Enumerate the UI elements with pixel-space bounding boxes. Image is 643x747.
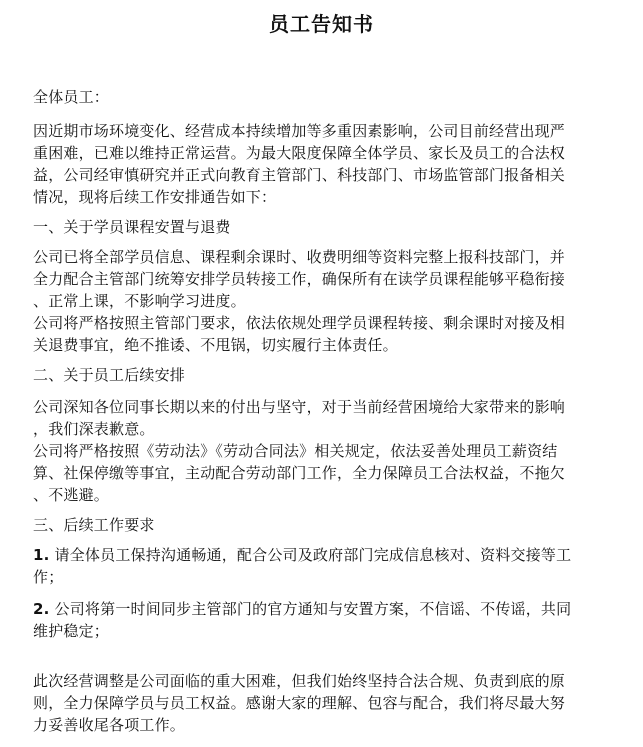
section-1-line-1: 公司已将全部学员信息、课程剩余课时、收费明细等资料完整上报科技部门，并: [33, 248, 566, 266]
section-1-line-4: 公司将严格按照主管部门要求，依法依规处理学员课程转接、剩余课时对接及相: [33, 314, 566, 332]
intro-line-4: 情况，现将后续工作安排通告如下：: [33, 188, 277, 206]
intro-line-1: 因近期市场环境变化、经营成本持续增加等多重因素影响，公司目前经营出现严: [33, 122, 566, 140]
section-1-heading: 一、关于学员课程安置与退费: [33, 218, 231, 236]
section-1-line-3: 、正常上课，不影响学习进度。: [33, 292, 246, 310]
item-1-text: 请全体员工保持沟通畅通，配合公司及政府部门完成信息核对、资料交接等工: [49, 546, 572, 564]
greeting: 全体员工：: [33, 88, 110, 106]
section-2-line-2: ，我们深表歉意。: [33, 420, 155, 438]
item-2-text: 公司将第一时间同步主管部门的官方通知与安置方案，不信谣、不传谣，共同: [49, 600, 572, 618]
item-1-number: 1.: [33, 546, 50, 564]
closing-line-3: 力妥善收尾各项工作。: [33, 716, 186, 734]
intro-line-3: 益，公司经审慎研究并正式向教育主管部门、科技部门、市场监管部门报备相关: [33, 166, 566, 184]
section-1-line-2: 全力配合主管部门统筹安排学员转接工作，确保所有在读学员课程能够平稳衔接: [33, 270, 566, 288]
closing-line-2: 则，全力保障学员与员工权益。感谢大家的理解、包容与配合，我们将尽最大努: [33, 694, 566, 712]
section-3-heading: 三、后续工作要求: [33, 516, 155, 534]
item-1-line-1: [33, 544, 613, 566]
item-2-number: 2.: [33, 600, 50, 618]
item-2-line-1: [33, 598, 613, 620]
section-2-line-3: 公司将严格按照《劳动法》《劳动合同法》相关规定，依法妥善处理员工薪资结: [33, 442, 558, 460]
document-title: 员工告知书: [269, 12, 374, 36]
item-2-line-2: 维护稳定；: [33, 622, 110, 640]
closing-line-1: 此次经营调整是公司面临的重大困难，但我们始终坚持合法合规、负责到底的原: [33, 672, 566, 690]
section-1-line-5: 关退费事宜，绝不推诿、不甩锅，切实履行主体责任。: [33, 336, 398, 354]
item-1-line-2: 作；: [33, 568, 64, 586]
section-2-heading: 二、关于员工后续安排: [33, 366, 186, 384]
section-2-line-1: 公司深知各位同事长期以来的付出与坚守，对于当前经营困境给大家带来的影响: [33, 398, 566, 416]
intro-line-2: 重困难，已难以维持正常运营。为最大限度保障全体学员、家长及员工的合法权: [33, 144, 566, 162]
section-2-line-5: 、不逃避。: [33, 486, 110, 504]
section-2-line-4: 算、社保停缴等事宜，主动配合劳动部门工作，全力保障员工合法权益，不拖欠: [33, 464, 566, 482]
